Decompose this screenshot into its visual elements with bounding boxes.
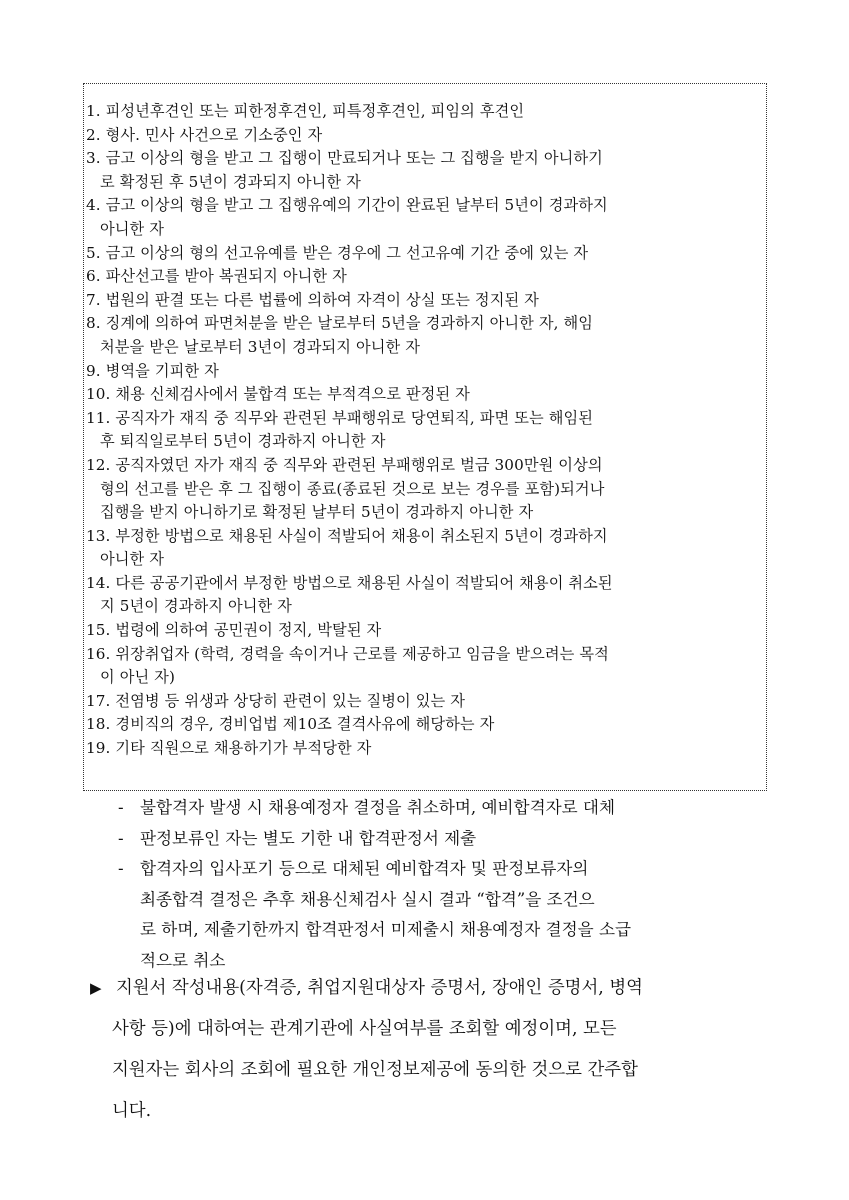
criteria-item: 4. 금고 이상의 형을 받고 그 집행유예의 기간이 완료된 날부터 5년이 경과하지 아니한 자 — [86, 196, 608, 238]
criteria-item: 17. 전염병 등 위생과 상당히 관련이 있는 질병이 있는 자 — [86, 691, 465, 710]
criteria-item: 5. 금고 이상의 형의 선고유예를 받은 경우에 그 선고유예 기간 중에 있는 자 — [86, 243, 589, 262]
criteria-item: 19. 기타 직원으로 채용하기가 부적당한 자 — [86, 739, 372, 758]
criteria-item: 16. 위장취업자 (학력, 경력을 속이거나 근로를 제공하고 임금을 받으려는 목적 이 아닌 자) — [86, 644, 609, 687]
criteria-item: 18. 경비직의 경우, 경비업법 제10조 결격사유에 해당하는 자 — [86, 715, 495, 734]
criteria-item: 7. 법원의 판결 또는 다른 법률에 의하여 자격이 상실 또는 정지된 자 — [86, 290, 539, 309]
dash-bullet: - — [118, 828, 124, 848]
note-item: - 합격자의 입사포기 등으로 대체된 예비합격자 및 판정보류자의 최종합격 결정은 추후 채용신체검사 실시 결과 “합격”을 조건으 로 하며, 제출기한까지 합격판정서 미제출시 채용예정자 결정을 소급 적으로 취소 — [118, 854, 778, 976]
criteria-item: 3. 금고 이상의 형을 받고 그 집행이 만료되거나 또는 그 집행을 받지 아니하기 로 확정된 후 5년이 경과되지 아니한 자 — [86, 149, 603, 191]
criteria-item: 12. 공직자였던 자가 재직 중 직무와 관련된 부패행위로 벌금 300만원 이상의 형의 선고를 받은 후 그 집행이 종료(종료된 것으로 보는 경우를 포함)되거나 집행을 받지 아니하기로 확정된 날부터 5년이 경과하지 아니한 자 — [86, 455, 605, 522]
dash-bullet: - — [118, 798, 124, 817]
criteria-item: 14. 다른 공공기관에서 부정한 방법으로 채용된 사실이 적발되어 채용이 취소된 지 5년이 경과하지 아니한 자 — [86, 573, 613, 616]
criteria-item: 11. 공직자가 재직 중 직무와 관련된 부패행위로 당연퇴직, 파면 또는 해임된 후 퇴직일로부터 5년이 경과하지 아니한 자 — [86, 408, 594, 451]
criteria-item: 8. 징계에 의하여 파면처분을 받은 날로부터 5년을 경과하지 아니한 자, 해임 처분을 받은 날로부터 3년이 경과되지 아니한 자 — [86, 314, 594, 356]
criteria-item: 6. 파산선고를 받아 복권되지 아니한 자 — [86, 267, 347, 286]
criteria-item: 2. 형사. 민사 사건으로 기소중인 자 — [86, 125, 323, 144]
dash-bullet: - — [118, 859, 124, 879]
criteria-item: 1. 피성년후견인 또는 피한정후견인, 피특정후견인, 피임의 후견인 — [86, 102, 525, 120]
criteria-item: 13. 부정한 방법으로 채용된 사실이 적발되어 채용이 취소된지 5년이 경과하지 아니한 자 — [86, 526, 608, 569]
criteria-item: 9. 병역을 기피한 자 — [86, 361, 219, 380]
triangle-bullet-icon: ▶ — [90, 979, 102, 997]
note-item: - 판정보류인 자는 별도 기한 내 합격판정서 제출 — [118, 824, 778, 855]
selection-notes-list — [118, 793, 778, 977]
criteria-item: 15. 법령에 의하여 공민권이 정지, 박탈된 자 — [86, 621, 382, 640]
disqualification-criteria-box — [83, 83, 767, 791]
note-item: - 불합격자 발생 시 채용예정자 결정을 취소하며, 예비합격자로 대체 — [118, 793, 778, 824]
criteria-item: 10. 채용 신체검사에서 불합격 또는 부적격으로 판정된 자 — [86, 385, 470, 404]
verification-notice: ▶ 지원서 작성내용(자격증, 취업지원대상자 증명서, 장애인 증명서, 병역 사항 등)에 대하여는 관계기관에 사실여부를 조회할 예정이며, 모든 지원자는 회사의 조회에 필요한 개인정보제공에 동의한 것으로 간주합 니다. — [90, 968, 780, 1132]
